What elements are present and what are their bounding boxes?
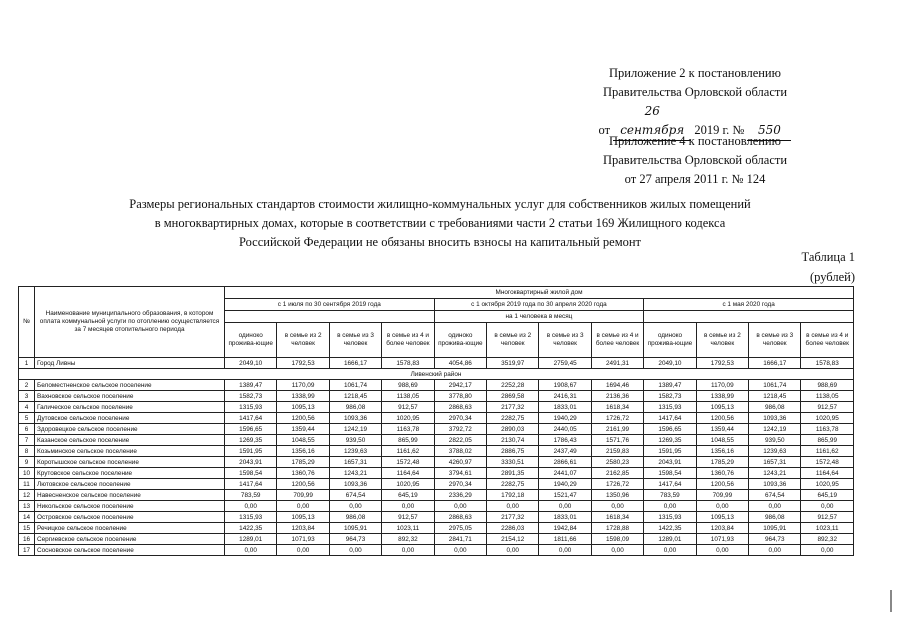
row-value: 1591,95 bbox=[225, 446, 277, 457]
title-line1: Размеры региональных стандартов стоимости жилищно-коммунальных услуг для собственников жилых помещений bbox=[129, 197, 751, 211]
row-value: 0,00 bbox=[382, 501, 434, 512]
row-value: 1164,64 bbox=[801, 468, 854, 479]
row-value: 2282,75 bbox=[487, 413, 539, 424]
row-value: 4260,97 bbox=[434, 457, 486, 468]
row-value: 3778,80 bbox=[434, 391, 486, 402]
row-value: 2154,12 bbox=[487, 534, 539, 545]
row-value: 2868,63 bbox=[434, 402, 486, 413]
row-value: 988,69 bbox=[382, 380, 434, 391]
row-value: 1726,72 bbox=[591, 413, 643, 424]
row-value: 0,00 bbox=[225, 501, 277, 512]
row-value: 892,32 bbox=[801, 534, 854, 545]
header-number: № bbox=[19, 287, 35, 358]
header-family-1-3: в семье из 3 человек bbox=[329, 323, 381, 358]
row-municipality: Островское сельское поселение bbox=[35, 512, 225, 523]
row-value: 2580,23 bbox=[591, 457, 643, 468]
row-number: 3 bbox=[19, 391, 35, 402]
document-title bbox=[60, 195, 820, 252]
row-value: 1315,93 bbox=[225, 402, 277, 413]
row-value: 0,00 bbox=[749, 545, 801, 556]
appendix-new-line1: Приложение 2 к постановлению bbox=[609, 66, 781, 80]
row-value: 1163,78 bbox=[801, 424, 854, 435]
row-value: 1161,62 bbox=[801, 446, 854, 457]
row-value: 1200,56 bbox=[696, 479, 748, 490]
row-value: 1833,01 bbox=[539, 512, 591, 523]
row-value: 1618,34 bbox=[591, 512, 643, 523]
header-family-2-1: одиноко прожива-ющие bbox=[434, 323, 486, 358]
row-value: 2491,31 bbox=[591, 358, 643, 369]
header-period-2: с 1 октября 2019 года по 30 апреля 2020 года bbox=[434, 299, 644, 311]
row-number: 2 bbox=[19, 380, 35, 391]
table-row bbox=[19, 402, 854, 413]
row-value: 1138,05 bbox=[382, 391, 434, 402]
row-value: 1908,67 bbox=[539, 380, 591, 391]
row-value: 0,00 bbox=[225, 545, 277, 556]
row-municipality: Речицкое сельское поселение bbox=[35, 523, 225, 534]
row-value: 2866,61 bbox=[539, 457, 591, 468]
row-municipality: Дутовское сельское поселение bbox=[35, 413, 225, 424]
row-value: 1582,73 bbox=[644, 391, 696, 402]
row-value: 1833,01 bbox=[539, 402, 591, 413]
district-label: Ливенский район bbox=[19, 369, 854, 380]
row-value: 1582,73 bbox=[225, 391, 277, 402]
appendix-new-year: 2019 г. № bbox=[694, 123, 745, 137]
table-row bbox=[19, 358, 854, 369]
row-value: 3792,72 bbox=[434, 424, 486, 435]
row-number: 10 bbox=[19, 468, 35, 479]
row-municipality: Никольское сельское поселение bbox=[35, 501, 225, 512]
row-value: 4054,86 bbox=[434, 358, 486, 369]
row-value: 0,00 bbox=[644, 545, 696, 556]
row-value: 2868,63 bbox=[434, 512, 486, 523]
table-row bbox=[19, 468, 854, 479]
row-value: 1338,99 bbox=[277, 391, 329, 402]
row-municipality: Сергиевское сельское поселение bbox=[35, 534, 225, 545]
header-family-3-2: в семье из 2 человек bbox=[696, 323, 748, 358]
row-value: 1657,31 bbox=[329, 457, 381, 468]
row-value: 1422,35 bbox=[644, 523, 696, 534]
row-value: 964,73 bbox=[329, 534, 381, 545]
table-row bbox=[19, 523, 854, 534]
header-family-3-4: в семье из 4 и более человек bbox=[801, 323, 854, 358]
row-value: 1203,84 bbox=[277, 523, 329, 534]
row-value: 1315,93 bbox=[644, 512, 696, 523]
row-value: 2161,99 bbox=[591, 424, 643, 435]
row-value: 1289,01 bbox=[644, 534, 696, 545]
row-value: 1598,09 bbox=[591, 534, 643, 545]
row-value: 1315,93 bbox=[644, 402, 696, 413]
row-value: 2822,05 bbox=[434, 435, 486, 446]
row-value: 674,54 bbox=[749, 490, 801, 501]
row-number: 13 bbox=[19, 501, 35, 512]
row-value: 1572,48 bbox=[801, 457, 854, 468]
row-value: 1940,29 bbox=[539, 413, 591, 424]
row-value: 1242,19 bbox=[329, 424, 381, 435]
row-value: 1071,93 bbox=[277, 534, 329, 545]
row-value: 1598,54 bbox=[225, 468, 277, 479]
row-value: 1785,29 bbox=[277, 457, 329, 468]
row-value: 1239,63 bbox=[749, 446, 801, 457]
row-value: 2136,36 bbox=[591, 391, 643, 402]
row-value: 1792,53 bbox=[696, 358, 748, 369]
row-value: 2049,10 bbox=[225, 358, 277, 369]
row-value: 1578,83 bbox=[382, 358, 434, 369]
row-value: 1596,65 bbox=[644, 424, 696, 435]
row-value: 0,00 bbox=[591, 501, 643, 512]
row-value: 645,19 bbox=[801, 490, 854, 501]
header-family-3-1: одиноко прожива-ющие bbox=[644, 323, 696, 358]
row-value: 1093,36 bbox=[329, 479, 381, 490]
row-value: 2043,91 bbox=[644, 457, 696, 468]
row-value: 1657,31 bbox=[749, 457, 801, 468]
row-municipality: Город Ливны bbox=[35, 358, 225, 369]
row-value: 1359,44 bbox=[277, 424, 329, 435]
row-value: 2886,75 bbox=[487, 446, 539, 457]
row-value: 892,32 bbox=[382, 534, 434, 545]
row-value: 1020,95 bbox=[382, 413, 434, 424]
row-value: 1338,99 bbox=[696, 391, 748, 402]
row-number: 1 bbox=[19, 358, 35, 369]
table-row bbox=[19, 380, 854, 391]
row-value: 1243,21 bbox=[329, 468, 381, 479]
units-label: (рублей) bbox=[809, 270, 855, 284]
rates-table bbox=[18, 286, 854, 556]
table-label: Таблица 1 bbox=[801, 250, 855, 264]
row-value: 0,00 bbox=[329, 501, 381, 512]
row-value: 3519,97 bbox=[487, 358, 539, 369]
header-family-2-4: в семье из 4 и более человек bbox=[591, 323, 643, 358]
row-value: 1020,95 bbox=[801, 413, 854, 424]
row-municipality: Лютовское сельское поселение bbox=[35, 479, 225, 490]
row-value: 0,00 bbox=[801, 501, 854, 512]
row-value: 2162,85 bbox=[591, 468, 643, 479]
row-value: 0,00 bbox=[644, 501, 696, 512]
row-value: 986,08 bbox=[749, 402, 801, 413]
header-family-1-4: в семье из 4 и более человек bbox=[382, 323, 434, 358]
row-value: 2841,71 bbox=[434, 534, 486, 545]
handwritten-number: 550 bbox=[747, 121, 791, 141]
row-value: 1093,36 bbox=[749, 413, 801, 424]
row-value: 1269,35 bbox=[644, 435, 696, 446]
row-municipality: Здоровецкое сельское поселение bbox=[35, 424, 225, 435]
row-municipality: Крутовское сельское поселение bbox=[35, 468, 225, 479]
row-value: 2890,03 bbox=[487, 424, 539, 435]
row-value: 1239,63 bbox=[329, 446, 381, 457]
row-value: 1389,47 bbox=[225, 380, 277, 391]
row-value: 1389,47 bbox=[644, 380, 696, 391]
row-number: 6 bbox=[19, 424, 35, 435]
appendix-new bbox=[560, 64, 830, 141]
header-house-type: Многоквартирный жилой дом bbox=[225, 287, 854, 299]
row-value: 1093,36 bbox=[329, 413, 381, 424]
row-municipality: Галическое сельское поселение bbox=[35, 402, 225, 413]
row-value: 2177,32 bbox=[487, 402, 539, 413]
row-municipality: Вахновское сельское поселение bbox=[35, 391, 225, 402]
row-value: 2942,17 bbox=[434, 380, 486, 391]
row-value: 3794,61 bbox=[434, 468, 486, 479]
row-value: 1023,11 bbox=[801, 523, 854, 534]
row-value: 964,73 bbox=[749, 534, 801, 545]
table-row bbox=[19, 501, 854, 512]
row-municipality: Сосновское сельское поселение bbox=[35, 545, 225, 556]
district-row bbox=[19, 369, 854, 380]
row-number: 17 bbox=[19, 545, 35, 556]
appendix-new-line2: Правительства Орловской области bbox=[602, 85, 788, 99]
title-line2: в многоквартирных домах, которые в соответствии с требованиями части 2 статьи 169 Жилищного кодекса bbox=[154, 216, 726, 230]
row-value: 1095,91 bbox=[749, 523, 801, 534]
table-row bbox=[19, 424, 854, 435]
row-value: 3330,51 bbox=[487, 457, 539, 468]
row-value: 1596,65 bbox=[225, 424, 277, 435]
row-value: 2282,75 bbox=[487, 479, 539, 490]
table-row bbox=[19, 391, 854, 402]
row-value: 986,08 bbox=[329, 512, 381, 523]
row-value: 1785,29 bbox=[696, 457, 748, 468]
row-value: 939,50 bbox=[329, 435, 381, 446]
row-value: 1359,44 bbox=[696, 424, 748, 435]
header-family-2-2: в семье из 2 человек bbox=[487, 323, 539, 358]
row-value: 2252,28 bbox=[487, 380, 539, 391]
row-value: 1203,84 bbox=[696, 523, 748, 534]
row-value: 1242,19 bbox=[749, 424, 801, 435]
row-value: 986,08 bbox=[749, 512, 801, 523]
row-value: 2336,29 bbox=[434, 490, 486, 501]
row-value: 1417,64 bbox=[225, 413, 277, 424]
row-value: 2177,32 bbox=[487, 512, 539, 523]
header-family-1-1: одиноко прожива-ющие bbox=[225, 323, 277, 358]
row-value: 1200,56 bbox=[696, 413, 748, 424]
row-value: 1243,21 bbox=[749, 468, 801, 479]
row-value: 1170,09 bbox=[277, 380, 329, 391]
row-number: 4 bbox=[19, 402, 35, 413]
row-value: 0,00 bbox=[434, 545, 486, 556]
header-period-3: с 1 мая 2020 года bbox=[644, 299, 854, 311]
row-value: 1356,16 bbox=[277, 446, 329, 457]
row-value: 1095,91 bbox=[329, 523, 381, 534]
header-family-2-3: в семье из 3 человек bbox=[539, 323, 591, 358]
header-municipality: Наименование муниципального образования, в котором оплата коммунальной услуги по отоплению осуществляется за 7 месяцев отопительного периода bbox=[35, 287, 225, 358]
row-value: 1728,88 bbox=[591, 523, 643, 534]
row-value: 1200,56 bbox=[277, 413, 329, 424]
appendix-old-line2: Правительства Орловской области bbox=[602, 153, 788, 167]
row-value: 783,59 bbox=[644, 490, 696, 501]
row-value: 1095,13 bbox=[696, 512, 748, 523]
row-value: 1269,35 bbox=[225, 435, 277, 446]
row-value: 1571,76 bbox=[591, 435, 643, 446]
row-value: 939,50 bbox=[749, 435, 801, 446]
row-value: 0,00 bbox=[487, 545, 539, 556]
row-municipality: Казанское сельское поселение bbox=[35, 435, 225, 446]
row-value: 1521,47 bbox=[539, 490, 591, 501]
row-value: 988,69 bbox=[801, 380, 854, 391]
row-value: 1591,95 bbox=[644, 446, 696, 457]
row-value: 1020,95 bbox=[801, 479, 854, 490]
row-value: 709,99 bbox=[277, 490, 329, 501]
handwritten-date: 26 сентября bbox=[613, 102, 691, 141]
row-municipality: Беломестненское сельское поселение bbox=[35, 380, 225, 391]
row-value: 2043,91 bbox=[225, 457, 277, 468]
row-value: 0,00 bbox=[329, 545, 381, 556]
table-row bbox=[19, 545, 854, 556]
header-family-3-3: в семье из 3 человек bbox=[749, 323, 801, 358]
scan-mark bbox=[890, 590, 892, 612]
row-value: 1218,45 bbox=[749, 391, 801, 402]
row-value: 0,00 bbox=[434, 501, 486, 512]
row-value: 2416,31 bbox=[539, 391, 591, 402]
appendix-old-line1: Приложение 4 к постановлению bbox=[609, 134, 781, 148]
row-value: 2440,05 bbox=[539, 424, 591, 435]
row-value: 2437,49 bbox=[539, 446, 591, 457]
row-value: 1095,13 bbox=[696, 402, 748, 413]
row-value: 1942,84 bbox=[539, 523, 591, 534]
row-number: 15 bbox=[19, 523, 35, 534]
row-value: 1163,78 bbox=[382, 424, 434, 435]
row-value: 0,00 bbox=[382, 545, 434, 556]
row-number: 11 bbox=[19, 479, 35, 490]
table-row bbox=[19, 457, 854, 468]
row-value: 1095,13 bbox=[277, 512, 329, 523]
row-value: 0,00 bbox=[591, 545, 643, 556]
row-value: 1350,96 bbox=[591, 490, 643, 501]
row-value: 1786,43 bbox=[539, 435, 591, 446]
row-value: 1356,16 bbox=[696, 446, 748, 457]
row-value: 1020,95 bbox=[382, 479, 434, 490]
row-value: 1048,55 bbox=[696, 435, 748, 446]
row-value: 0,00 bbox=[539, 501, 591, 512]
row-value: 645,19 bbox=[382, 490, 434, 501]
row-value: 1093,36 bbox=[749, 479, 801, 490]
row-value: 1572,48 bbox=[382, 457, 434, 468]
row-value: 2130,74 bbox=[487, 435, 539, 446]
row-value: 1417,64 bbox=[644, 413, 696, 424]
row-value: 1023,11 bbox=[382, 523, 434, 534]
table-row bbox=[19, 446, 854, 457]
row-number: 9 bbox=[19, 457, 35, 468]
row-value: 1578,83 bbox=[801, 358, 854, 369]
header-per-person: на 1 человека в месяц bbox=[434, 311, 644, 323]
row-value: 2869,58 bbox=[487, 391, 539, 402]
row-number: 14 bbox=[19, 512, 35, 523]
appendix-old-line3: от 27 апреля 2011 г. № 124 bbox=[624, 172, 766, 186]
row-value: 0,00 bbox=[801, 545, 854, 556]
row-value: 1161,62 bbox=[382, 446, 434, 457]
row-number: 5 bbox=[19, 413, 35, 424]
row-value: 912,57 bbox=[382, 402, 434, 413]
row-value: 2975,05 bbox=[434, 523, 486, 534]
row-value: 1598,54 bbox=[644, 468, 696, 479]
row-value: 986,08 bbox=[329, 402, 381, 413]
row-value: 2159,83 bbox=[591, 446, 643, 457]
row-value: 0,00 bbox=[487, 501, 539, 512]
table-row bbox=[19, 435, 854, 446]
header-family-1-2: в семье из 2 человек bbox=[277, 323, 329, 358]
appendix-old bbox=[560, 132, 830, 189]
row-value: 0,00 bbox=[749, 501, 801, 512]
row-value: 1422,35 bbox=[225, 523, 277, 534]
table-row bbox=[19, 413, 854, 424]
row-municipality: Козьминское сельское поселение bbox=[35, 446, 225, 457]
row-value: 1360,76 bbox=[277, 468, 329, 479]
row-value: 1170,09 bbox=[696, 380, 748, 391]
row-value: 2049,10 bbox=[644, 358, 696, 369]
table-row bbox=[19, 490, 854, 501]
row-value: 1138,05 bbox=[801, 391, 854, 402]
row-number: 8 bbox=[19, 446, 35, 457]
row-value: 783,59 bbox=[225, 490, 277, 501]
row-value: 0,00 bbox=[277, 545, 329, 556]
row-value: 1071,93 bbox=[696, 534, 748, 545]
row-value: 1666,17 bbox=[329, 358, 381, 369]
row-value: 2891,35 bbox=[487, 468, 539, 479]
row-value: 1164,64 bbox=[382, 468, 434, 479]
row-value: 1811,66 bbox=[539, 534, 591, 545]
row-value: 674,54 bbox=[329, 490, 381, 501]
row-value: 2970,34 bbox=[434, 413, 486, 424]
row-number: 12 bbox=[19, 490, 35, 501]
row-value: 1315,93 bbox=[225, 512, 277, 523]
row-value: 0,00 bbox=[277, 501, 329, 512]
row-value: 1360,76 bbox=[696, 468, 748, 479]
header-period-1: с 1 июля по 30 сентября 2019 года bbox=[225, 299, 435, 311]
row-value: 865,99 bbox=[801, 435, 854, 446]
row-number: 16 bbox=[19, 534, 35, 545]
row-value: 2970,34 bbox=[434, 479, 486, 490]
row-value: 709,99 bbox=[696, 490, 748, 501]
row-value: 1048,55 bbox=[277, 435, 329, 446]
row-value: 1666,17 bbox=[749, 358, 801, 369]
row-municipality: Коротышское сельское поселение bbox=[35, 457, 225, 468]
row-value: 865,99 bbox=[382, 435, 434, 446]
row-number: 7 bbox=[19, 435, 35, 446]
row-value: 1061,74 bbox=[749, 380, 801, 391]
row-value: 1792,53 bbox=[277, 358, 329, 369]
row-value: 3788,02 bbox=[434, 446, 486, 457]
row-value: 2759,45 bbox=[539, 358, 591, 369]
row-value: 0,00 bbox=[539, 545, 591, 556]
row-value: 1095,13 bbox=[277, 402, 329, 413]
row-value: 0,00 bbox=[696, 545, 748, 556]
appendix-new-from: от bbox=[598, 123, 611, 137]
table-row bbox=[19, 479, 854, 490]
row-value: 1417,64 bbox=[644, 479, 696, 490]
row-value: 1289,01 bbox=[225, 534, 277, 545]
row-value: 912,57 bbox=[382, 512, 434, 523]
row-value: 1061,74 bbox=[329, 380, 381, 391]
row-value: 1200,56 bbox=[277, 479, 329, 490]
row-municipality: Навесненское сельское поселение bbox=[35, 490, 225, 501]
row-value: 912,57 bbox=[801, 402, 854, 413]
row-value: 1218,45 bbox=[329, 391, 381, 402]
row-value: 1726,72 bbox=[591, 479, 643, 490]
row-value: 1417,64 bbox=[225, 479, 277, 490]
row-value: 912,57 bbox=[801, 512, 854, 523]
row-value: 1940,29 bbox=[539, 479, 591, 490]
table-row bbox=[19, 534, 854, 545]
row-value: 1792,18 bbox=[487, 490, 539, 501]
row-value: 0,00 bbox=[696, 501, 748, 512]
title-line3: Российской Федерации не обязаны вносить взносы на капитальный ремонт bbox=[238, 235, 642, 249]
row-value: 1618,34 bbox=[591, 402, 643, 413]
row-value: 2441,07 bbox=[539, 468, 591, 479]
row-value: 2286,03 bbox=[487, 523, 539, 534]
row-value: 1694,46 bbox=[591, 380, 643, 391]
table-row bbox=[19, 512, 854, 523]
